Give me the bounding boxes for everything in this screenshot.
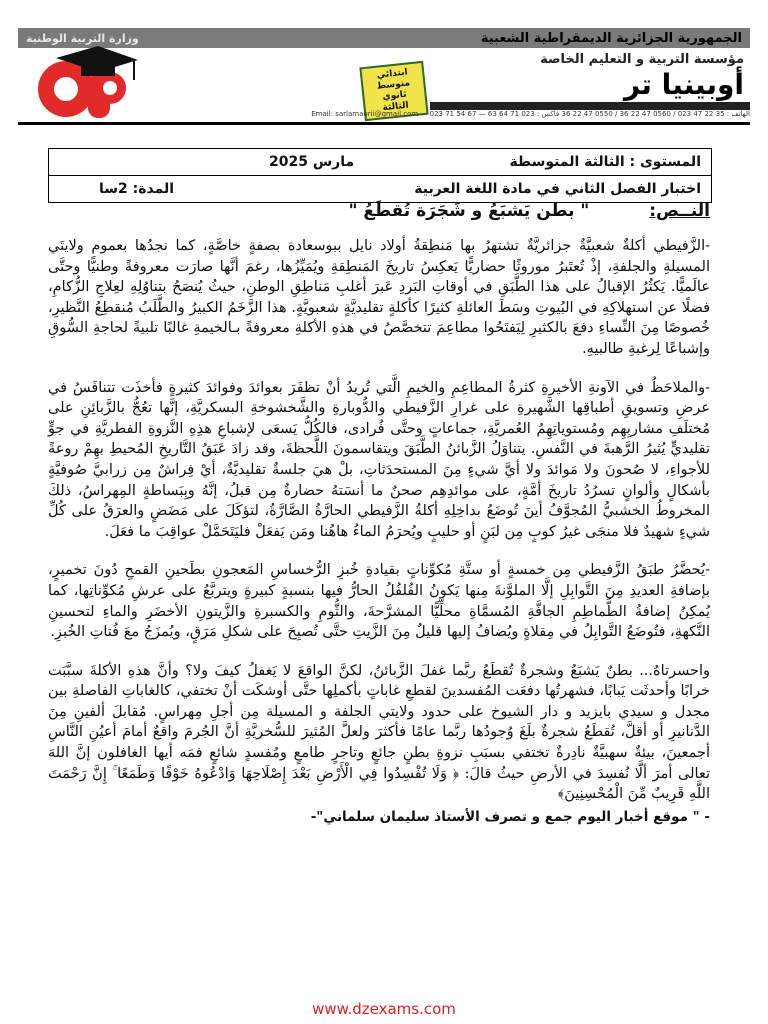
level-third: الثالثة — [382, 100, 410, 114]
text-title-row — [48, 201, 710, 221]
exam-title: اختبار الفصل الثاني في مادة اللغة العربية — [414, 181, 701, 197]
exam-level: المستوى : الثالثة المتوسطة — [509, 154, 701, 170]
level-secondary: ثانوي — [382, 89, 407, 103]
reading-text — [48, 236, 710, 948]
text-label: النــص: — [649, 201, 710, 221]
republic-name: الجمهورية الجزائرية الديمقراطية الشعبية — [480, 30, 742, 46]
brand-name: أوبينيا تر — [624, 68, 744, 101]
paragraph: -يُحضَّرُ طبَقُ الزَّفيطي مِن خمسةٍ أو ستَّةِ مُكوِّناتٍ بقيادةِ خُبزِ الرُّخساسِ المَعجونِ بطَحينِ القمحِ دُونَ تخميرٍ، بإضافةِ العديدِ مِنَ التَّوابِلِ إلَّا الملوَّنةَ مِنها يَكونُ الفُلفُلُ الحارُّ فيها بنسبةٍ كبيرةٍ ويتربَّعُ على عرشِ مُكوِّناتِها، كما يُمكِنُ إضافةُ الطَّماطِمِ الجافَّةِ المُسمَّاةِ محلِّيًّا المشرَّحةَ، والثُّومِ والكسبرةِ والزَّيتونِ الأخضَرِ والماءِ لتحسينِ النَّكهةِ، فتُوضَعُ التَّوابِلُ في مِقلاةٍ ويُضافُ إليها قليلٌ مِنَ الزَّيتِ حتَّى تُصبِحَ على شكلِ مَرَقٍ، ويُمزَجُ معَ فُتاتِ الخُبزِ. — [48, 562, 710, 641]
institution-name: مؤسسة التربية و التعليم الخاصة — [540, 52, 744, 67]
paragraph: واحسرتاهُ... بطنٌ يَشبَعُ وشجرةٌ تُقطَعُ ربَّما غفلَ الزَّبائنُ، لكنَّ الواقعَ لا يَغفلُ كيفَ ولا؟ وأنَّ هذهِ الأكلةَ سبَّبَت خرابًا وأحدثَت يَبابًا، فشهرتُها دفعَت المُفسدينَ لقطعِ غاباتٍ بأكملِها حتَّى أوشكَت أنْ تختفي، كالغاباتِ الفاصلةِ بين مجدل و سيدي بايزيد و دار الشيوخ على حدود ولايتي الجلفة و المسيلة مِن أجلِ مِهراسٍ. مُقابلَ ألفينِ مِنَ الدَّنانيرِ أو أقلَّ، تُقطَعُ شجرةٌ بلَغَ وُجودُها ربَّما عامًا فأكثرَ ولعلَّ المُثيرَ للسُّخريَّةِ أنَّ الجُرمَ واقعٌ أمامَ أعيُنِ النَّاسِ أجمعينَ، بيئةٌ سهبيَّةٌ نادِرةٌ تختفي بسبَبِ نزوةِ بطنٍ جائعٍ وتاجرٍ طامعٍ ومُفسدٍ شائعٍ فمَه أيها الغافلون إنَّ اللهَ تعالى أمرَ ألَّا نُفسِدَ في الأرضِ حيثُ قالَ: ﴿ وَلَا تُفْسِدُوا فِي الْأَرْضِ بَعْدَ إِصْلَاحِهَا وَادْعُوهُ خَوْفًا وَطَمَعًا ۚ إِنَّ رَحْمَتَ اللَّهِ قَرِيبٌ مِّنَ الْمُحْسِنِينَ﴾ — [48, 662, 710, 803]
exam-info-row-2 — [49, 175, 711, 202]
contact-info: الهاتف : 35 22 47 023 / 0560 47 22 36 / 0550 47 22 36 فاكس : 023 71 64 63 — Email: sarlamaurii@gmail.com — 023 71 54 67 — [311, 110, 750, 118]
exam-info-table — [48, 148, 712, 203]
text-source: - " موقع أخبار اليوم جمع و تصرف الأستاذ سليمان سلماني"- — [310, 808, 710, 825]
header-divider — [18, 122, 750, 125]
level-primary: ابتدائي — [376, 67, 409, 81]
school-logo — [26, 44, 146, 124]
paragraph: -الزَّفيطي أكلةٌ شعبيَّةٌ جزائريَّةٌ تشتهرُ بها مَنطِقةُ أولاد نايل ببوسعادة بصفةٍ خاصَّةٍ، كما نجدُها بعموم ولايتَي المسيلةِ والجلفةِ، إذْ تُعتَبرُ موروثًا حضاريًّا يَعكِسُ تاريخَ المَنطِقةِ ويُمَيِّزُها، رغمَ أنَّها صارَت معروفةً وطنيًّا وحتَّى عالَميًّا. يَكثُرُ الإقبالُ على هذا الطَّبَقِ في أوقاتِ البَردِ عَبرَ أغلبِ مَناطِقِ الوطنِ، حيثُ يُنصَحُ بتناوُلِهِ لعِلاجِ الزُّكامِ، فضلًا عن استهلاكِهِ في البُيوتِ وسَطَ العائلةِ كثيرًا كأكلةٍ تقليديَّةٍ شعبويَّةٍ. هذا الزَّخَمُ الكبيرُ والطَّلَبُ مُنقطِعُ النَّظيرِ، خُصوصًا مِنَ النِّساءِ دفعَ بالكثيرِ لِيَفتَحُوا مطاعِمَ تتخصَّصُ في هذهِ الأكلةِ معروفةً بـالخيمةِ غالبًا تلبيةً لحاجةِ السُّوقِ وإشباعًا لِرغبةِ طالبيهِ. — [48, 238, 710, 357]
level-middle: متوسط — [376, 78, 411, 92]
exam-duration: المدة: 2سا — [99, 181, 175, 197]
exam-info-row-1 — [49, 149, 711, 175]
text-title: " بطن يَشبَعُ و شَجَرَة تُقطَعُ " — [348, 201, 590, 221]
exam-date: مارس 2025 — [269, 154, 355, 170]
ministry-name: وزارة التربية الوطنية — [26, 31, 139, 45]
header-stripe — [430, 102, 750, 110]
paragraph: -والملاحَظُ في الآونةِ الأخيرةِ كثرةُ المطاعِمِ والخيمِ الَّتي تُريدُ أنْ تظفَرَ بعوائدَ وفوائدَ كثيرةٍ فأخذَت تتنافَسُ في عرضِ وتسويقِ أطباقِها الشَّهيرةِ على غرارِ الزَّفيطي والدُّوبارةِ والشَّخشوخةِ البسكريَّةِ، إنَّها تعُجُّ بالزَّبائِنِ على مُختلَفِ مشاربِهِم ومُستوياتِهِمُ العُمريَّةِ، جماعاتٍ وحتَّى فُرادى، فالكُلُّ يَسعَى لإشباعِ هذِهِ النَّزوةِ الفطريَّةِ في جوٍّ تقليديٍّ يُثيرُ الرَّهبةَ في النَّفسِ. يتناوَلُ الزَّبائنُ الطَّبَقَ ويتقاسمونَ اللَّحظةَ، وقد زادَ عَبَقُ التَّاريخِ المُحيطِ بهِمْ روعةً للأجواءِ، لا صُحونَ ولا مَوائدَ ولا أيَّ شيءٍ مِنَ المستحدَثاتِ، بلْ هيَ جلسةٌ تقليديَّةٌ، أيْ فِراشٌ مِن زرابيَّ صُوفيَّةٍ بأشكالٍ وألوانٍ تسرُدُ تاريخَ أمَّةٍ، على موائدِهِم صحنٌ ما أنسَتهُ حضارةٌ مِن قبلُ، إنَّهُ وبِبَساطةٍ المِهراسُ، ذلكَ المخروطُ الخشبيُّ المُجوَّفُ أينَ تُوضَعُ بداخِلِهِ أكلةُ الزَّفيطي الحارَّةُ الصَّارَّةُ، لتؤكَلَ على مَضَضٍ والعرَقُ على كُلِّ شيءٍ شهيدٌ فلا منجَى غيرُ كوبٍ مِن لبَنٍ أو حليبٍ ويُحرَمُ الماءُ هاهُنا ومَن يَفعَلْ فليَتَحَمَّلْ عواقِبَ ما فعَلَ. — [48, 379, 711, 540]
footer-website[interactable]: www.dzexams.com — [312, 1000, 456, 1018]
